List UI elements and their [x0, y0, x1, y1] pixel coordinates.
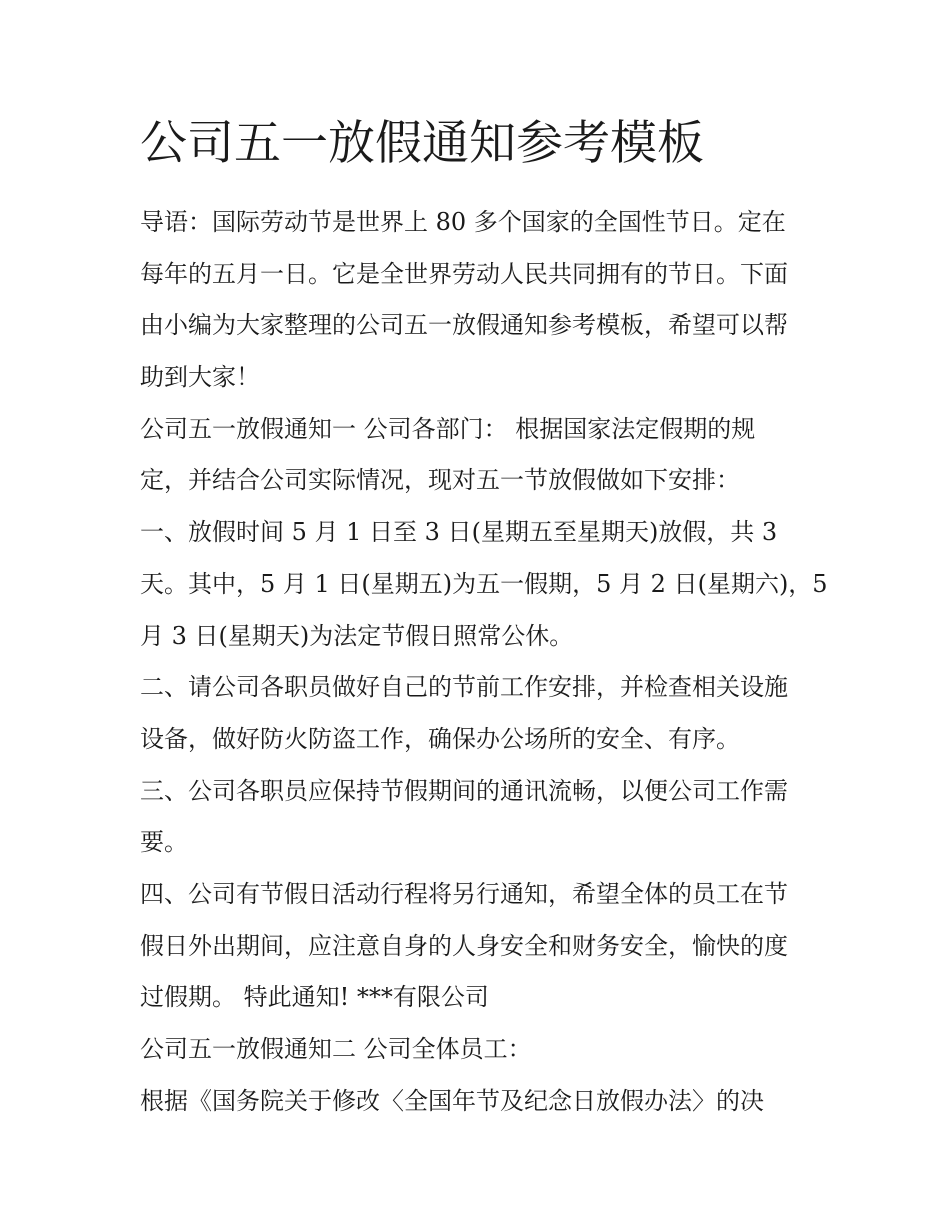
text-line: 公司五一放假通知一 公司各部门： 根据国家法定假期的规: [140, 414, 756, 443]
text-line: 根据《国务院关于修改〈全国年节及纪念日放假办法〉的决: [140, 1086, 764, 1115]
text-line: 四、公司有节假日活动行程将另行通知，希望全体的员工在节: [140, 879, 788, 908]
text-line: 公司五一放假通知二 公司全体员工：: [140, 1035, 532, 1063]
document-title: 公司五一放假通知参考模板: [140, 116, 704, 171]
text-line: 定，并结合公司实际情况，现对五一节放假做如下安排：: [140, 466, 740, 495]
text-line: 假日外出期间，应注意自身的人身安全和财务安全，愉快的度: [140, 931, 788, 960]
document-body: [140, 197, 828, 1127]
text-line: 导语：国际劳动节是世界上 80 多个国家的全国性节日。定在: [140, 208, 786, 236]
text-line: 月 3 日(星期天)为法定节假日照常公休。: [140, 621, 574, 650]
text-line: 设备，做好防火防盗工作，确保办公场所的安全、有序。: [140, 724, 740, 753]
text-line: 要。: [140, 828, 188, 857]
text-line: 由小编为大家整理的公司五一放假通知参考模板，希望可以帮: [140, 311, 788, 340]
text-line: 天。其中，5 月 1 日(星期五)为五一假期，5 月 2 日(星期六)，5: [140, 569, 828, 598]
text-line: 助到大家！: [140, 363, 260, 392]
text-line: 每年的五月一日。它是全世界劳动人民共同拥有的节日。下面: [140, 259, 788, 288]
text-line: 二、请公司各职员做好自己的节前工作安排，并检查相关设施: [140, 673, 788, 702]
text-line: 一、放假时间 5 月 1 日至 3 日(星期五至星期天)放假，共 3: [140, 518, 778, 547]
text-line: 过假期。 特此通知! ***有限公司: [140, 983, 489, 1012]
text-line: 三、公司各职员应保持节假期间的通讯流畅，以便公司工作需: [140, 776, 788, 805]
